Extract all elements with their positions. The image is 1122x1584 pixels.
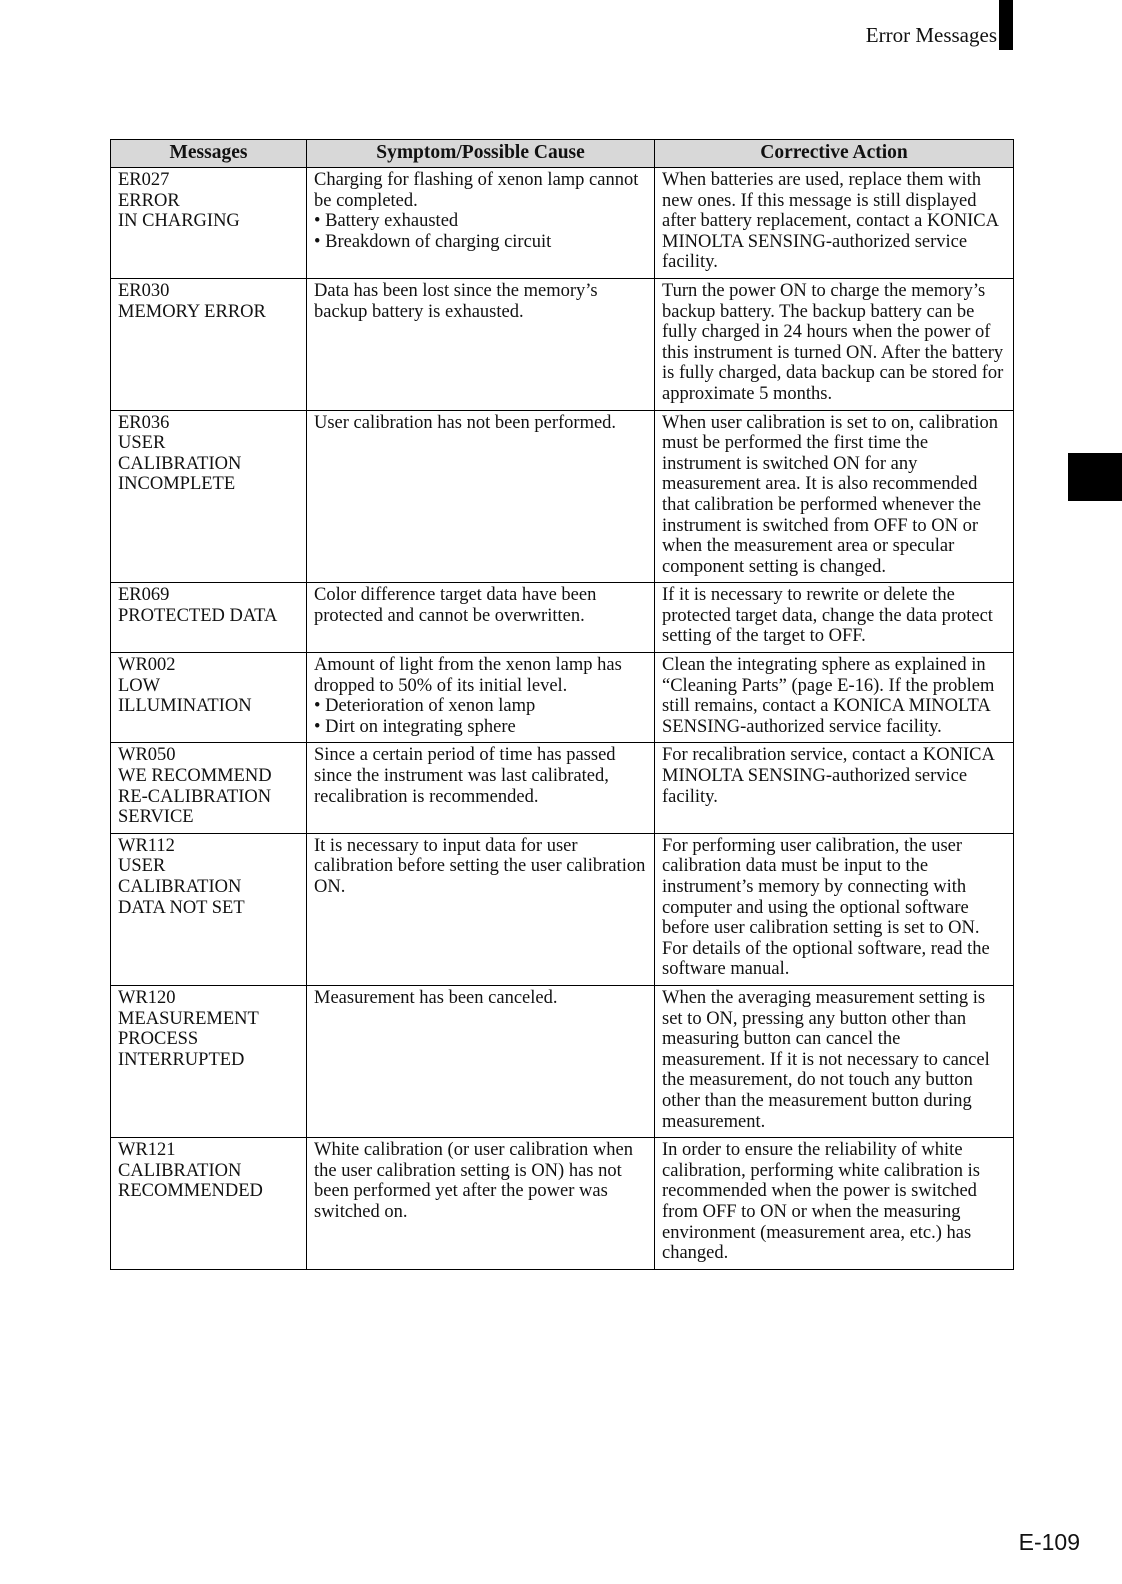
- message-line: IN CHARGING: [118, 211, 240, 232]
- cause-cell: [307, 278, 655, 410]
- cause-cell: [307, 653, 655, 743]
- cause-text: User calibration has not been performed.: [314, 412, 617, 433]
- table-row: [111, 833, 1014, 985]
- message-line: CALIBRATION: [118, 877, 242, 897]
- message-line: ER036: [118, 412, 170, 433]
- page-header-title: Error Messages: [865, 23, 997, 47]
- message-line: ER030: [118, 280, 170, 301]
- message-line: WR112: [118, 835, 175, 856]
- cause-bullet: • Breakdown of charging circuit: [314, 232, 647, 253]
- table-row: [111, 278, 1014, 410]
- cause-bullet: • Dirt on integrating sphere: [314, 717, 647, 738]
- table-row: [111, 583, 1014, 653]
- action-cell: If it is necessary to rewrite or delete the protected target data, change the data protect setting of the target to OFF.: [655, 583, 1014, 653]
- message-line: WR050: [118, 745, 176, 766]
- message-line: MEASUREMENT: [118, 1008, 259, 1029]
- table-body: [111, 168, 1014, 1270]
- table-header-row: [111, 140, 1014, 168]
- message-line: USER: [118, 433, 166, 454]
- message-cell: [111, 278, 307, 410]
- action-cell: In order to ensure the reliability of white calibration, performing white calibration is recommended when the power is switched from OFF to ON or when the measuring environment (measurement area, etc.) has changed.: [655, 1138, 1014, 1270]
- message-line: INCOMPLETE: [118, 474, 236, 495]
- chapter-side-tab: [1068, 453, 1122, 501]
- message-cell: [111, 1138, 307, 1270]
- page-number: E-109: [1018, 1529, 1080, 1555]
- cause-cell: [307, 168, 655, 279]
- cause-text: Data has been lost since the memory’s backup battery is exhausted.: [314, 280, 598, 322]
- message-cell: [111, 743, 307, 833]
- message-line: USER: [118, 856, 166, 877]
- action-cell: For recalibration service, contact a KONICA MINOLTA SENSING-authorized service facility.: [655, 743, 1014, 833]
- cause-text: Color difference target data have been protected and cannot be overwritten.: [314, 585, 597, 626]
- message-line: ER027: [118, 170, 170, 190]
- table-row: [111, 985, 1014, 1137]
- cause-cell: [307, 985, 655, 1137]
- message-cell: [111, 833, 307, 985]
- cause-cell: [307, 833, 655, 985]
- cause-cell: [307, 1138, 655, 1270]
- message-cell: [111, 410, 307, 583]
- table-row: [111, 410, 1014, 583]
- header-marker-bar: [999, 0, 1013, 50]
- cause-text: It is necessary to input data for user calibration before setting the user calibration ON.: [314, 835, 646, 897]
- cause-text: White calibration (or user calibration when the user calibration setting is ON) has not been performed yet after the power was switched on.: [314, 1140, 633, 1222]
- cause-text: Amount of light from the xenon lamp has dropped to 50% of its initial level.: [314, 655, 622, 696]
- action-cell: Clean the integrating sphere as explained in “Cleaning Parts” (page E-16). If the problem still remains, contact a KONICA MINOLTA SENSING-authorized service facility.: [655, 653, 1014, 743]
- cause-text: Measurement has been canceled.: [314, 987, 558, 1008]
- message-line: SERVICE: [118, 807, 194, 828]
- message-line: DATA NOT SET: [118, 897, 245, 918]
- message-cell: [111, 583, 307, 653]
- action-cell: When the averaging measurement setting is set to ON, pressing any button other than measuring button can cancel the measurement. If it is not necessary to cancel the measurement, do not touch any button other than the measurement button during measurement.: [655, 985, 1014, 1137]
- table-row: [111, 1138, 1014, 1270]
- message-line: RECOMMENDED: [118, 1181, 263, 1202]
- cause-text: Charging for flashing of xenon lamp cannot be completed.: [314, 170, 639, 211]
- cause-text: Since a certain period of time has passed since the instrument was last calibrated, recalibration is recommended.: [314, 745, 616, 807]
- table-row: [111, 743, 1014, 833]
- message-line: INTERRUPTED: [118, 1049, 245, 1070]
- message-line: WR121: [118, 1140, 176, 1161]
- action-cell: When batteries are used, replace them with new ones. If this message is still displayed after battery replacement, contact a KONICA MINOLTA SENSING-authorized service facility.: [655, 168, 1014, 279]
- message-line: CALIBRATION: [118, 1160, 242, 1181]
- message-cell: [111, 653, 307, 743]
- message-line: ERROR: [118, 190, 180, 211]
- cause-bullet: • Deterioration of xenon lamp: [314, 696, 647, 717]
- message-line: CALIBRATION: [118, 453, 242, 474]
- message-line: PROTECTED DATA: [118, 605, 278, 626]
- column-header-messages: Messages: [111, 140, 307, 168]
- cause-cell: [307, 743, 655, 833]
- message-line: LOW: [118, 675, 161, 696]
- message-line: WE RECOMMEND: [118, 766, 272, 787]
- table-row: [111, 653, 1014, 743]
- message-line: WR120: [118, 987, 176, 1008]
- action-cell: For performing user calibration, the user calibration data must be input to the instrument’s memory by connecting with computer and using the optional software before user calibration setting is set to ON. For details of the optional software, read the software manual.: [655, 833, 1014, 985]
- message-line: MEMORY ERROR: [118, 301, 266, 322]
- cause-bullet: • Battery exhausted: [314, 211, 647, 232]
- table-row: [111, 168, 1014, 279]
- message-line: ER069: [118, 585, 170, 606]
- cause-cell: [307, 583, 655, 653]
- cause-cell: [307, 410, 655, 583]
- message-line: PROCESS: [118, 1029, 199, 1050]
- action-cell: Turn the power ON to charge the memory’s backup battery. The backup battery can be fully charged in 24 hours when the power of this instrument is turned ON. After the battery is fully charged, data backup can be stored for approximate 5 months.: [655, 278, 1014, 410]
- message-cell: [111, 168, 307, 279]
- message-cell: [111, 985, 307, 1137]
- message-line: RE-CALIBRATION: [118, 786, 272, 807]
- message-line: ILLUMINATION: [118, 696, 252, 717]
- action-cell: When user calibration is set to on, calibration must be performed the first time the instrument is switched ON for any measurement area. It is also recommended that calibration be performed whenever the instrument is switched from OFF to ON or when the measurement area or specular component setting is changed.: [655, 410, 1014, 583]
- column-header-cause: Symptom/Possible Cause: [307, 140, 655, 168]
- message-line: WR002: [118, 655, 176, 676]
- column-header-action: Corrective Action: [655, 140, 1014, 168]
- error-messages-table: [110, 139, 1014, 1270]
